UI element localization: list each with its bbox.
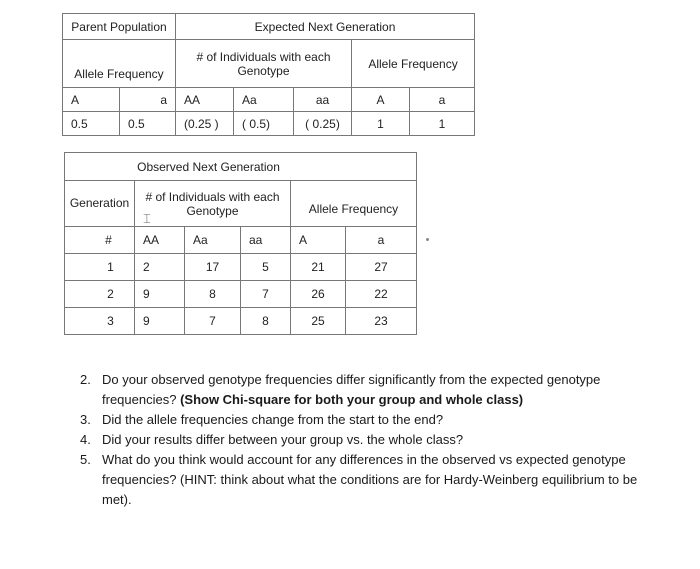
col-header-cell: Aa [185,227,241,254]
observed-next-generation-table [64,152,417,335]
stray-dot-mark [426,238,429,241]
question-number: 3. [80,412,91,427]
table-cell: 1 [65,254,135,281]
individuals-line1: # of Individuals with each [196,49,331,64]
question-text: Do your observed genotype frequencies differ significantly from the expected genotype frequencies? [102,372,601,407]
col-header-cell: a [346,227,417,254]
value-cell: 0.5 [120,112,176,136]
table-row [65,281,417,308]
individuals-genotype-header [176,40,352,88]
table-cell: 2 [135,254,185,281]
question-item [80,450,670,510]
question-bold-text: (Show Chi-square for both your group and whole class) [180,392,524,407]
col-header-cell: Aa [234,88,294,112]
table-cell: 25 [291,308,346,335]
question-text: What do you think would account for any differences in the observed vs expected genotype frequencies? (HINT: think about what the conditions are for Hardy-Weinberg equilibrium to be met). [102,452,638,507]
table-cell: 17 [185,254,241,281]
question-list [80,370,670,510]
individuals-line2: Genotype [186,203,239,218]
table-cell: 9 [135,281,185,308]
question-text: Did the allele frequencies change from the start to the end? [102,412,444,427]
value-cell: ( 0.5) [234,112,294,136]
question-text: Did your results differ between your group vs. the whole class? [102,432,464,447]
value-cell: (0.25 ) [176,112,234,136]
table-row [65,308,417,335]
question-item [80,430,670,450]
col-header-cell: a [410,88,475,112]
parent-population-header: Parent Population [63,14,176,40]
col-header-cell: aa [241,227,291,254]
table-cell: 7 [185,308,241,335]
table-cell: 7 [241,281,291,308]
table-cell: 3 [65,308,135,335]
col-header-cell: A [63,88,120,112]
col-header-cell: A [291,227,346,254]
table-row [65,254,417,281]
table-cell: 27 [346,254,417,281]
value-cell: ( 0.25) [294,112,352,136]
expected-next-generation-header: Expected Next Generation [176,14,475,40]
table-cell: 8 [185,281,241,308]
generation-header: Generation [65,181,135,227]
table-cell: 23 [346,308,417,335]
text-cursor-icon: ⌶ [143,211,151,226]
parent-expected-table [62,13,475,136]
col-header-cell: aa [294,88,352,112]
table-cell: 26 [291,281,346,308]
value-cell: 0.5 [63,112,120,136]
table-cell: 9 [135,308,185,335]
col-header-cell: # [65,227,135,254]
observed-title: Observed Next Generation [65,153,417,181]
table-cell: 5 [241,254,291,281]
allele-frequency-header: Allele Frequency [291,181,417,227]
individuals-genotype-header [135,181,291,227]
allele-frequency-right-header: Allele Frequency [352,40,475,88]
individuals-line2: Genotype [237,63,290,78]
value-cell: 1 [352,112,410,136]
question-number: 5. [80,452,91,467]
question-number: 4. [80,432,91,447]
allele-frequency-left-header: Allele Frequency [63,40,176,88]
table-cell: 2 [65,281,135,308]
table-cell: 8 [241,308,291,335]
table-cell: 22 [346,281,417,308]
col-header-cell: A [352,88,410,112]
col-header-cell: a [120,88,176,112]
individuals-line1: # of Individuals with each [145,189,280,204]
question-number: 2. [80,372,91,387]
table-cell: 21 [291,254,346,281]
value-cell: 1 [410,112,475,136]
col-header-cell: AA [176,88,234,112]
question-item [80,370,670,410]
col-header-cell: AA [135,227,185,254]
question-item [80,410,670,430]
